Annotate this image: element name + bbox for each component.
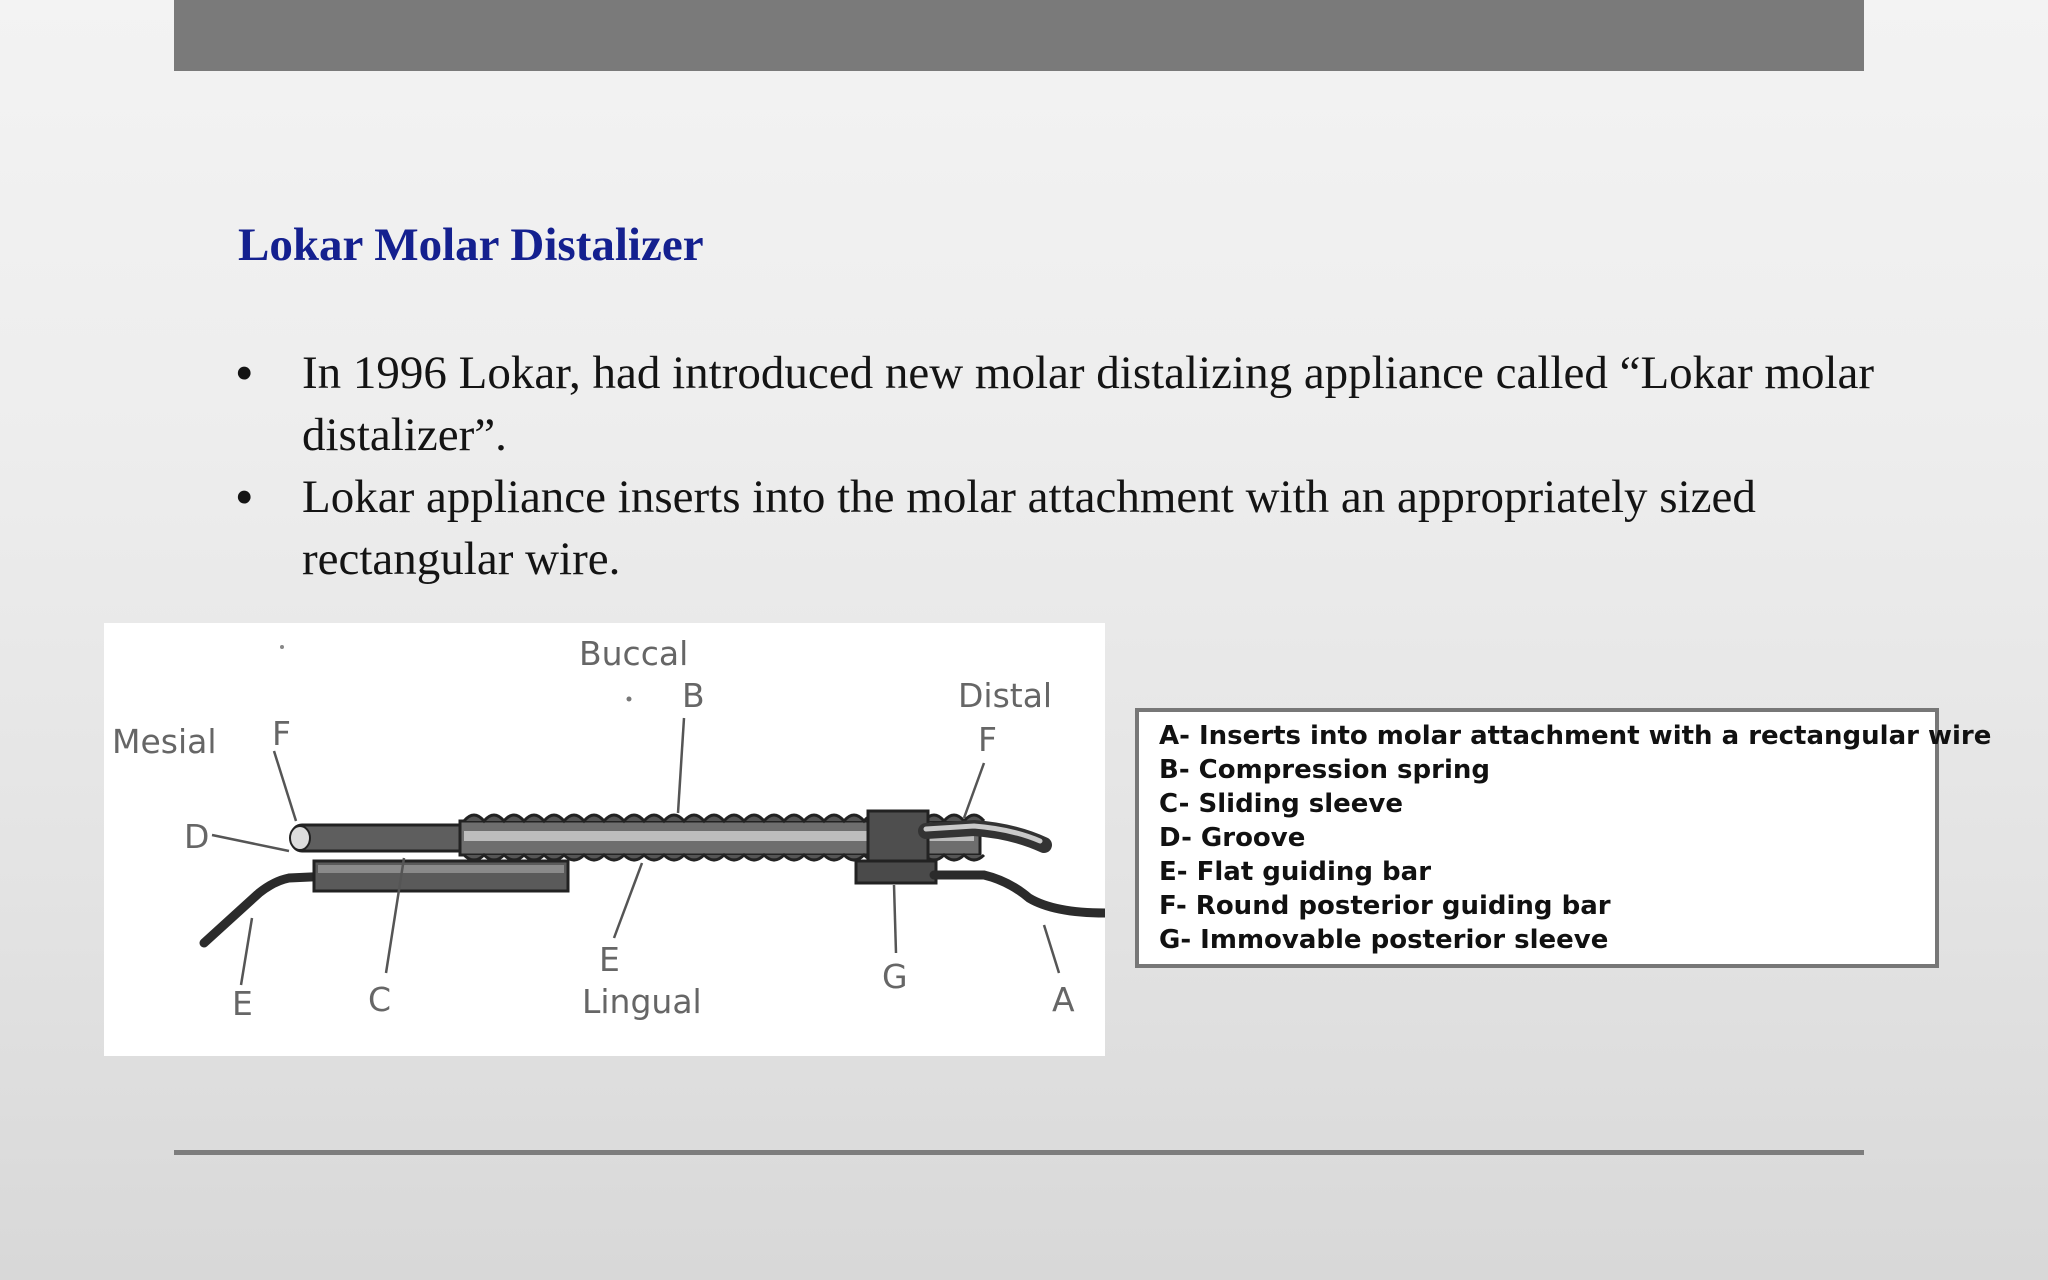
footer-rule (174, 1150, 1864, 1155)
round-bar-end (290, 826, 310, 850)
bullet-item (236, 466, 1876, 590)
label-f-left: F (272, 714, 291, 753)
label-d: D (184, 817, 210, 856)
label-lingual: Lingual (582, 982, 702, 1021)
slide-title: Lokar Molar Distalizer (238, 219, 704, 271)
posterior-sleeve-lower (856, 861, 936, 883)
stray-mark (627, 697, 632, 702)
legend-box (1135, 708, 1992, 968)
header-bar (174, 0, 1864, 71)
stray-mark (280, 645, 284, 649)
bullet-item (236, 342, 1876, 466)
label-mesial: Mesial (112, 722, 217, 761)
legend-item-a: A- Inserts into molar attachment with a rectangular wire (1159, 721, 1992, 751)
bullet-marker: • (236, 470, 253, 523)
rectangular-wire (934, 875, 1105, 913)
bullet-text: In 1996 Lokar, had introduced new molar distalizing appliance called “Lokar molar distalizer”. (302, 347, 1875, 461)
label-a: A (1052, 980, 1075, 1019)
label-distal: Distal (958, 676, 1053, 715)
sliding-sleeve-highlight (318, 865, 564, 873)
label-f-right: F (978, 720, 997, 759)
label-e-bottom: E (232, 984, 253, 1023)
legend-item-c: C- Sliding sleeve (1159, 789, 1404, 819)
appliance-drawing (104, 623, 1105, 1056)
bullet-marker: • (236, 346, 253, 399)
legend-item-b: B- Compression spring (1159, 755, 1490, 785)
label-e-top: E (599, 940, 620, 979)
legend-item-e: E- Flat guiding bar (1159, 857, 1432, 887)
legend-item-f: F- Round posterior guiding bar (1159, 891, 1611, 921)
label-b: B (682, 676, 705, 715)
label-buccal: Buccal (579, 634, 689, 673)
label-c: C (368, 980, 392, 1019)
bullet-text: Lokar appliance inserts into the molar attachment with an appropriately sized rectangular wire. (302, 471, 1756, 585)
legend-item-d: D- Groove (1159, 823, 1306, 853)
label-g: G (882, 957, 908, 996)
appliance-diagram (104, 623, 1105, 1056)
posterior-sleeve (868, 811, 928, 863)
legend-item-g: G- Immovable posterior sleeve (1159, 925, 1609, 955)
bullet-list (236, 342, 1876, 590)
